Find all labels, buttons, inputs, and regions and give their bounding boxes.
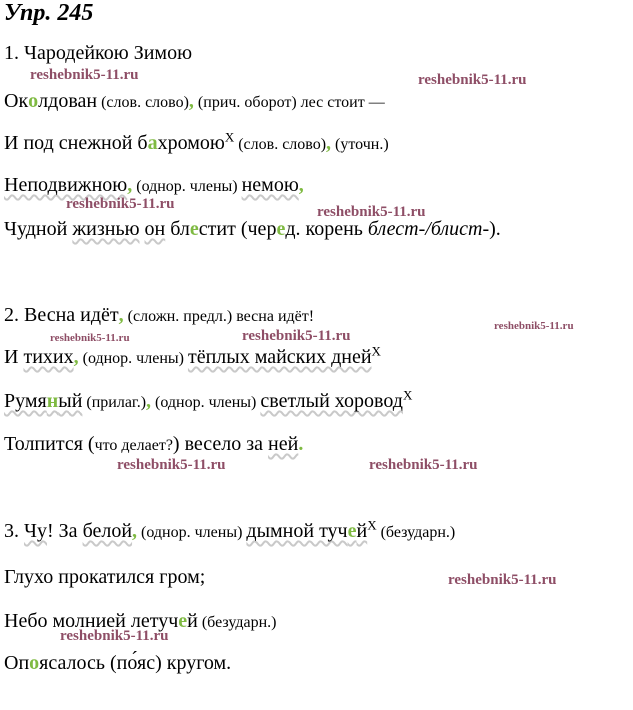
watermark: reshebnik5-11.ru (242, 328, 351, 344)
stanza1-heading: 1. Чародейкою Зимою (4, 42, 193, 64)
stanza3-line4: Опоясалось (пояс) кругом. (4, 652, 232, 674)
stanza2-line2: И тихих, (однор. члены) тёплых майских дней$^X$ (4, 343, 381, 368)
watermark: reshebnik5-11.ru (30, 67, 139, 83)
exercise-title: Упр. 245 (4, 0, 94, 26)
stanza3-line1: 3. Чу! За белой, (однор. члены) дымной тучей$^X$ (безударн.) (4, 517, 456, 542)
stanza1-line2: И под снежной бахромою$^X$ (слов. слово), (уточн.) (4, 129, 389, 154)
watermark: reshebnik5-11.ru (117, 457, 226, 473)
watermark: reshebnik5-11.ru (494, 320, 574, 332)
watermark: reshebnik5-11.ru (66, 196, 175, 212)
watermark: reshebnik5-11.ru (50, 332, 130, 344)
stanza3-line2: Глухо прокатился гром; (4, 566, 206, 588)
watermark: reshebnik5-11.ru (60, 628, 169, 644)
stanza2-line1: 2. Весна идёт, (сложн. предл.) весна идёт! (4, 304, 315, 326)
watermark: reshebnik5-11.ru (448, 572, 557, 588)
stanza2-line4: Толпится (что делает?) весело за ней. (4, 433, 304, 455)
watermark: reshebnik5-11.ru (369, 457, 478, 473)
watermark: reshebnik5-11.ru (418, 72, 527, 88)
stanza1-line3: Неподвижною, (однор. члены) немою, (4, 174, 304, 196)
stanza3-line3: Небо молнией летучей (безударн.) (4, 610, 277, 632)
stanza1-line4: Чудной жизнью он блестит (черед. корень блест-/блист-). (4, 218, 501, 240)
stanza1-line1: Околдован (слов. слово), (прич. оборот) лес стоит — (4, 90, 385, 112)
stanza2-line3: Румяный (прилаг.), (однор. члены) светлый хоровод$^X$ (4, 387, 413, 412)
watermark: reshebnik5-11.ru (317, 204, 426, 220)
